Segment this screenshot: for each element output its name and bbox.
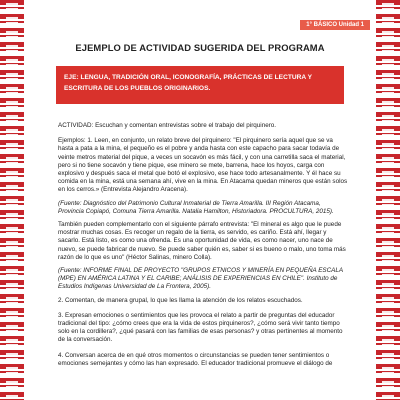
source-2-citation: (Fuente: INFORME FINAL DE PROYECTO "GRUPOS ETNICOS Y MINERÍA EN PEQUEÑA ESCALA (MPE) EN AMÉRICA LATINA Y EL CARIBE; ANÁLISIS DE EXPERIENCIAS EN CHILE". Instituto de Estudios Indígenas Universidad de La Frontera, 2005). — [58, 267, 343, 291]
example-1-paragraph: Ejemplos: 1. Leen, en conjunto, un relato breve del pirquinero: "El pirquinero sería aquel que se va hasta a pata a la mina, el pequeño es el pobre y anda hasta con este capacho para sacar todavía de veinte metros material del pique, a veces un socavón es más fácil, y con una carretilla saca el material, pero si no tiene socavón y tiene pique, ese minero se mete, barrena, hace los hoyos, carga con explosivo y después saca el metal que botó el explosivo, ese hace todo artesanalmente. Y él hace su comida en la mina, está una semana ahí, vive en la mina. En Atacama quedan mineros que están solos en los cerros.» (Entrevista Alejandro Aracena). — [58, 137, 348, 194]
right-decorative-border — [376, 0, 400, 400]
example-2-paragraph: También pueden complementarlo con el siguiente párrafo entrevista: "El mineral es algo que le puede mostrar muchas cosas. Es recoger un regalo de la tierra, es servido, es cariño. Está ahí, llegar y sacarlo. Está listo, es como una ofrenda. Es una oportunidad de vida, es como nacer, uno nace de nuevo, se puede fabricar de nuevo. Se puede saber quién es, saber si es bueno o malo, uno toma más razón de lo que es uno" (Héctor Salinas, minero Colla). — [58, 221, 346, 261]
left-decorative-border — [0, 0, 24, 400]
activity-content — [58, 122, 348, 375]
page-title: EJEMPLO DE ACTIVIDAD SUGERIDA DEL PROGRAMA — [75, 42, 325, 53]
activity-statement: ACTIVIDAD: Escuchan y comentan entrevistas sobre el trabajo del pirquinero. — [58, 122, 277, 129]
item-3-paragraph: 3. Expresan emociones o sentimientos que les provoca el relato a partir de preguntas del educador tradicional del tipo: ¿cómo crees que era la vida de estos pirquineros?, ¿cómo será vivir tanto tiempo solo en la cordillera?, ¿qué pasará con las familias de esas personas? y otras pertinentes al momento de la conversación. — [58, 311, 343, 344]
source-1-citation: (Fuente: Diagnóstico del Patrimonio Cultural Inmaterial de Tierra Amarilla. III Región Atacama, Provincia Copiapó, Comuna Tierra Amarilla. Natalia Hamilton, Historiadora. PROCULTURA, 2015). — [58, 199, 334, 215]
grade-unit-badge: 1° BÁSICO Unidad 1 — [300, 20, 370, 30]
item-4-paragraph: 4. Conversan acerca de en qué otros momentos o circunstancias se pueden tener sentimientos o emociones semejantes y cómo las han expresado. El educador tradicional promueve el diálogo de — [58, 351, 333, 367]
item-2-paragraph: 2. Comentan, de manera grupal, lo que les llama la atención de los relatos escuchados. — [58, 296, 303, 304]
axis-banner: EJE: LENGUA, TRADICIÓN ORAL, ICONOGRAFÍA, PRÁCTICAS DE LECTURA Y ESCRITURA DE LOS PUEBLOS ORIGINARIOS. — [56, 66, 344, 104]
